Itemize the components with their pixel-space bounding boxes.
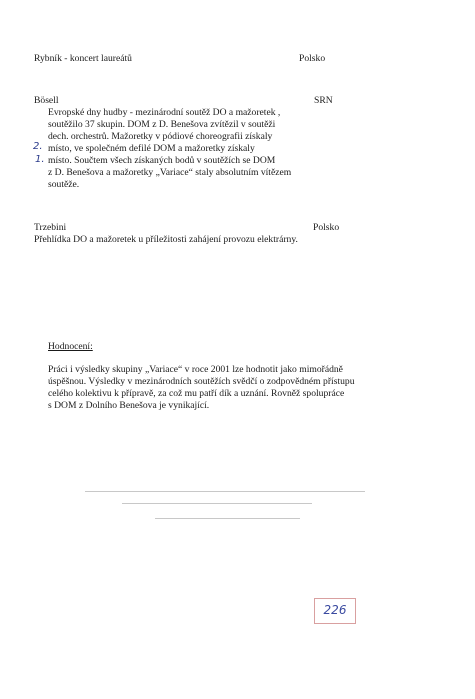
page-number: 226: [323, 603, 347, 617]
event-text-line: z D. Benešova a mažoretky „Variace“ staly absolutním vítězem: [48, 167, 292, 178]
evaluation-text-line: úspěšnou. Výsledky v mezinárodních soutěžích svědčí o zodpovědném přístupu: [48, 376, 355, 387]
event-title: Trzebini: [34, 222, 67, 233]
event-text-line: Evropské dny hudby - mezinárodní soutěž DO a mažoretek ,: [48, 107, 281, 118]
separator-line: [122, 503, 312, 504]
evaluation-text-line: s DOM z Dolního Benešova je vynikající.: [48, 400, 210, 411]
event-country: Polsko: [299, 53, 326, 64]
handwritten-margin-mark: 1.: [35, 154, 45, 165]
evaluation-heading: Hodnocení:: [48, 341, 93, 352]
separator-line: [85, 491, 365, 492]
handwritten-margin-mark: 2.: [33, 141, 43, 152]
evaluation-text-line: celého kolektivu k přípravě, za což mu patří dík a uznání. Rovněž spolupráce: [48, 388, 345, 399]
event-text-line: soutěžilo 37 skupin. DOM z D. Benešova zvítězil v soutěži: [48, 119, 276, 130]
event-text-line: dech. orchestrů. Mažoretky v pódiové choreografii získaly: [48, 131, 273, 142]
event-title: Bösell: [34, 95, 59, 106]
evaluation-text-line: Práci i výsledky skupiny „Variace“ v roce 2001 lze hodnotit jako mimořádně: [48, 364, 343, 375]
event-country: Polsko: [313, 222, 340, 233]
event-title: Rybník - koncert laureátů: [34, 53, 132, 64]
event-text-line: Přehlídka DO a mažoretek u příležitosti zahájení provozu elektrárny.: [34, 234, 298, 245]
separator-line: [155, 518, 300, 519]
event-text-line: soutěže.: [48, 179, 80, 190]
event-text-line: místo, ve společném defilé DOM a mažoretky získaly: [48, 143, 255, 154]
event-country: SRN: [314, 95, 333, 106]
page-number-stamp: [314, 598, 356, 624]
event-text-line: místo. Součtem všech získaných bodů v soutěžích se DOM: [48, 155, 276, 166]
